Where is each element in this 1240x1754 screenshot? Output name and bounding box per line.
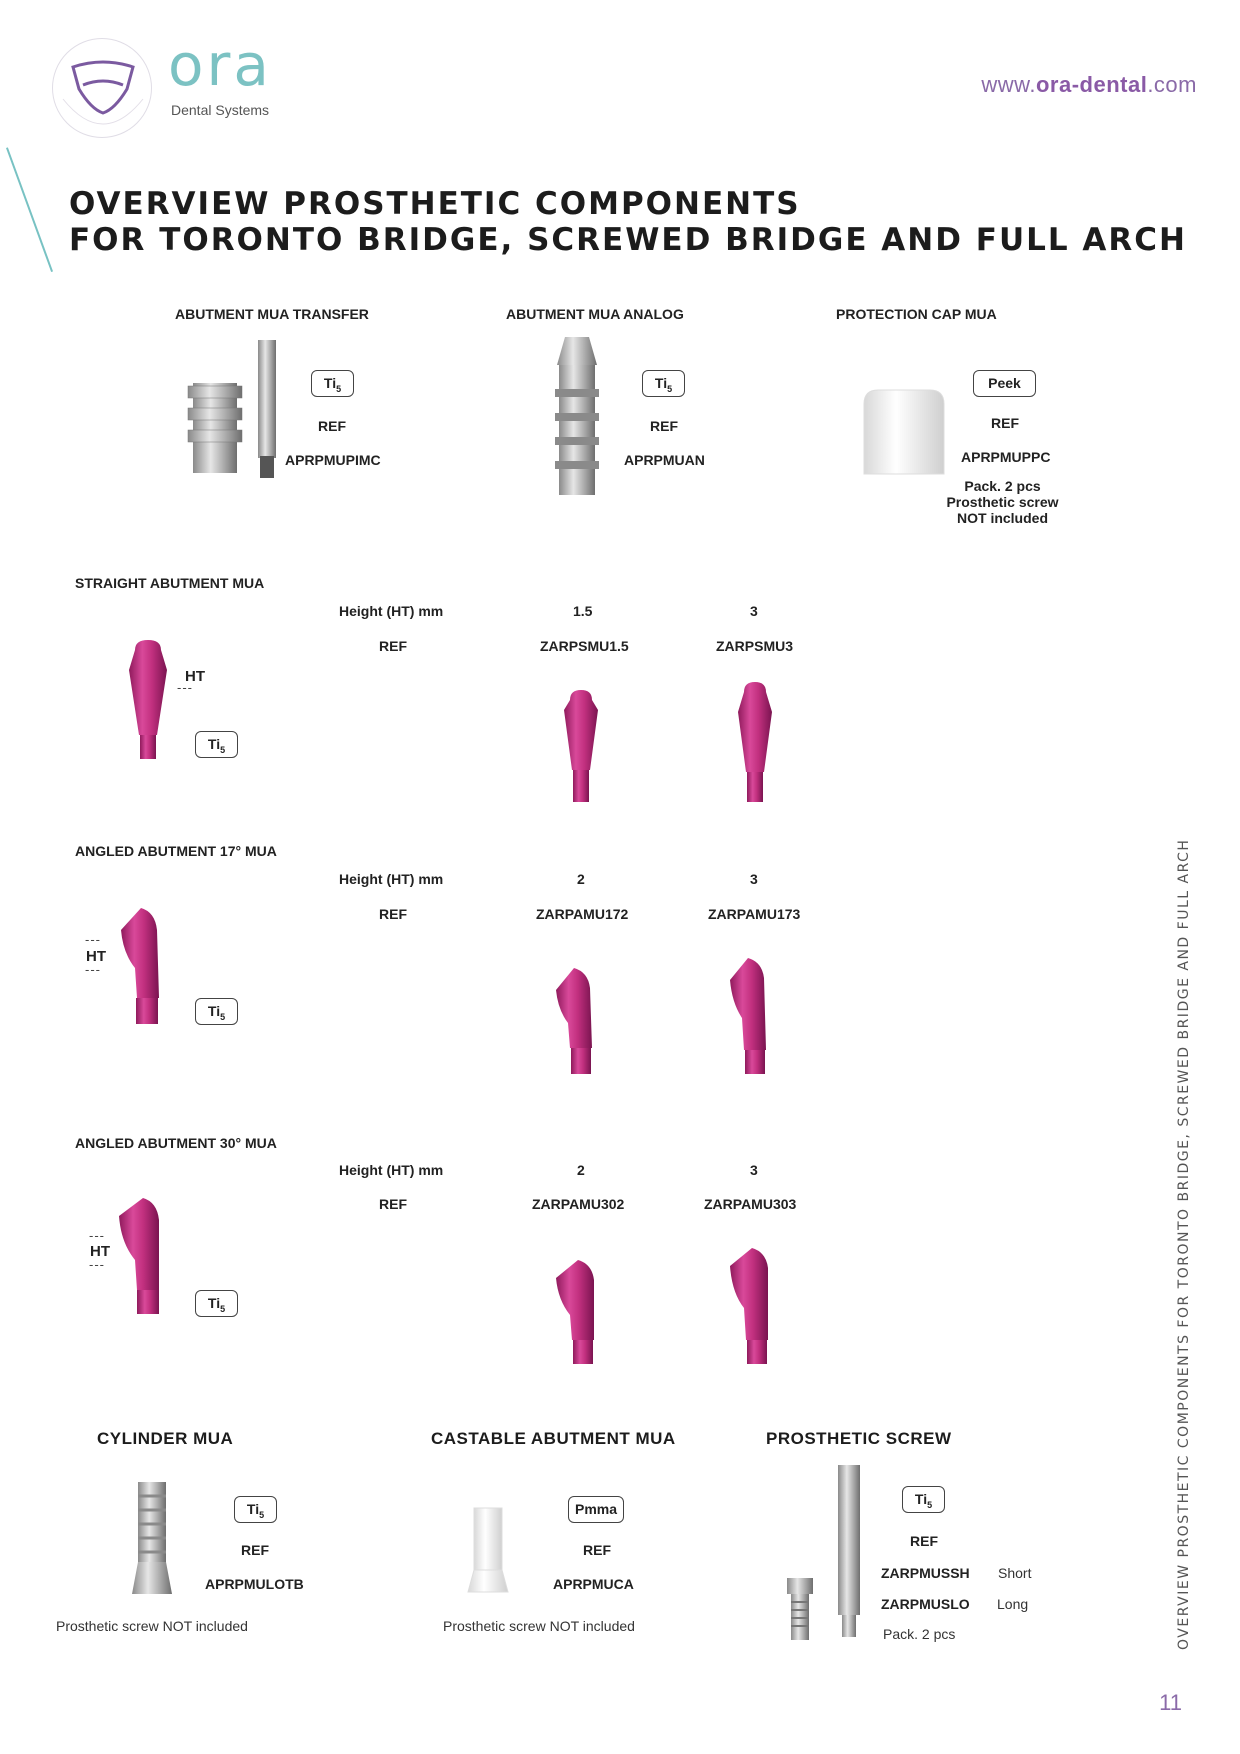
ref-label: REF [583, 1542, 611, 1558]
cylinder-mua-image [132, 1482, 172, 1594]
ref-label: REF [650, 418, 678, 434]
height-value: 2 [577, 1162, 585, 1178]
logo-tooth-icon [53, 39, 153, 139]
ref-code: ZARPAMU303 [704, 1196, 797, 1212]
screw-size-label: Long [997, 1596, 1029, 1612]
material-badge: $Ti_5$ [234, 1496, 277, 1523]
product-title-cylinder: CYLINDER MUA [97, 1429, 234, 1448]
material-badge: $Ti_5$ [311, 370, 354, 397]
product-title-mua-transfer: ABUTMENT MUA TRANSFER [175, 306, 369, 322]
ref-code: APRPMUAN [624, 452, 705, 468]
height-label: Height (HT) mm [339, 871, 444, 887]
logo-mark [52, 38, 152, 138]
ref-code: ZARPAMU173 [708, 906, 801, 922]
section-title-angled-17: ANGLED ABUTMENT 17° MUA [75, 843, 277, 859]
straight-abutment-1-5-image [558, 690, 604, 802]
page-title: OVERVIEW PROSTHETIC COMPONENTS FOR TORONTO BRIDGE, SCREWED BRIDGE AND FULL ARCH [69, 186, 1187, 258]
castable-abutment-image [468, 1508, 508, 1592]
angled-17-h2-image [550, 968, 600, 1076]
angled-30-abutment-image [115, 1198, 167, 1316]
height-label: Height (HT) mm [339, 1162, 444, 1178]
ref-code: ZARPSMU3 [716, 638, 794, 654]
product-title-mua-analog: ABUTMENT MUA ANALOG [506, 306, 684, 322]
product-note: Prosthetic screw NOT included [443, 1618, 635, 1634]
protection-cap-image [864, 390, 944, 474]
material-badge: Pmma [568, 1496, 624, 1523]
straight-abutment-3-image [732, 682, 778, 802]
height-value: 3 [750, 871, 758, 887]
section-title-straight: STRAIGHT ABUTMENT MUA [75, 575, 265, 591]
ref-code: ZARPSMU1.5 [540, 638, 629, 654]
ref-label: REF [379, 638, 407, 654]
ht-label: HT [90, 1243, 110, 1260]
product-title-protection-cap: PROTECTION CAP MUA [836, 306, 997, 322]
material-badge: $Ti_5$ [902, 1486, 945, 1513]
product-title-castable: CASTABLE ABUTMENT MUA [431, 1429, 676, 1448]
ref-label: REF [241, 1542, 269, 1558]
side-running-title: OVERVIEW PROSTHETIC COMPONENTS FOR TORONTO BRIDGE, SCREWED BRIDGE AND FULL ARCH [1176, 838, 1192, 1650]
angled-30-h2-image [552, 1260, 604, 1366]
ht-label: HT [86, 948, 106, 965]
prosthetic-screw-long-image [834, 1465, 864, 1637]
ht-dash: --- [85, 932, 101, 947]
ht-dash: --- [89, 1228, 105, 1243]
ref-code: APRPMUPIMC [285, 452, 381, 468]
section-title-angled-30: ANGLED ABUTMENT 30° MUA [75, 1135, 277, 1151]
angled-17-h3-image [724, 958, 774, 1076]
material-badge: $Ti_5$ [195, 998, 238, 1025]
ref-code: ZARPMUSSH [881, 1565, 970, 1581]
page-number: 11 [1159, 1690, 1182, 1715]
material-badge: Peek [973, 370, 1036, 397]
height-value: 1.5 [573, 603, 593, 619]
decorative-line [6, 147, 53, 272]
ref-label: REF [318, 418, 346, 434]
product-note: Pack. 2 pcs Prosthetic screw NOT included [946, 478, 1059, 526]
height-value: 2 [577, 871, 585, 887]
ref-code: ZARPAMU302 [532, 1196, 625, 1212]
ref-code: ZARPMUSLO [881, 1596, 970, 1612]
straight-abutment-image [123, 640, 173, 760]
prosthetic-screw-short-image [785, 1578, 815, 1640]
ht-dash: --- [89, 1257, 105, 1272]
ref-code: APRPMUPPC [961, 449, 1051, 465]
material-badge: $Ti_5$ [642, 370, 685, 397]
pack-info: Pack. 2 pcs [883, 1626, 956, 1642]
material-badge: $Ti_5$ [195, 731, 238, 758]
website-link[interactable]: www.ora-dental.com [981, 72, 1197, 97]
ref-code: APRPMUCA [553, 1576, 634, 1592]
logo-wordmark: ora [168, 31, 272, 99]
angled-17-abutment-image [115, 908, 165, 1026]
logo-subtitle: Dental Systems [171, 102, 270, 118]
ref-label: REF [379, 906, 407, 922]
ht-dash: --- [177, 680, 193, 695]
height-label: Height (HT) mm [339, 603, 444, 619]
screw-size-label: Short [998, 1565, 1032, 1581]
ref-label: REF [910, 1533, 938, 1549]
ref-label: REF [379, 1196, 407, 1212]
mua-analog-image [553, 337, 603, 497]
ht-dash: --- [85, 962, 101, 977]
product-title-screw: PROSTHETIC SCREW [766, 1429, 952, 1448]
ref-label: REF [991, 415, 1019, 431]
ht-label: HT [185, 668, 205, 685]
ref-code: ZARPAMU172 [536, 906, 629, 922]
height-value: 3 [750, 1162, 758, 1178]
angled-30-h3-image [726, 1248, 778, 1366]
ref-code: APRPMULOTB [205, 1576, 304, 1592]
mua-transfer-image [188, 338, 288, 478]
material-badge: $Ti_5$ [195, 1290, 238, 1317]
height-value: 3 [750, 603, 758, 619]
product-note: Prosthetic screw NOT included [56, 1618, 248, 1634]
